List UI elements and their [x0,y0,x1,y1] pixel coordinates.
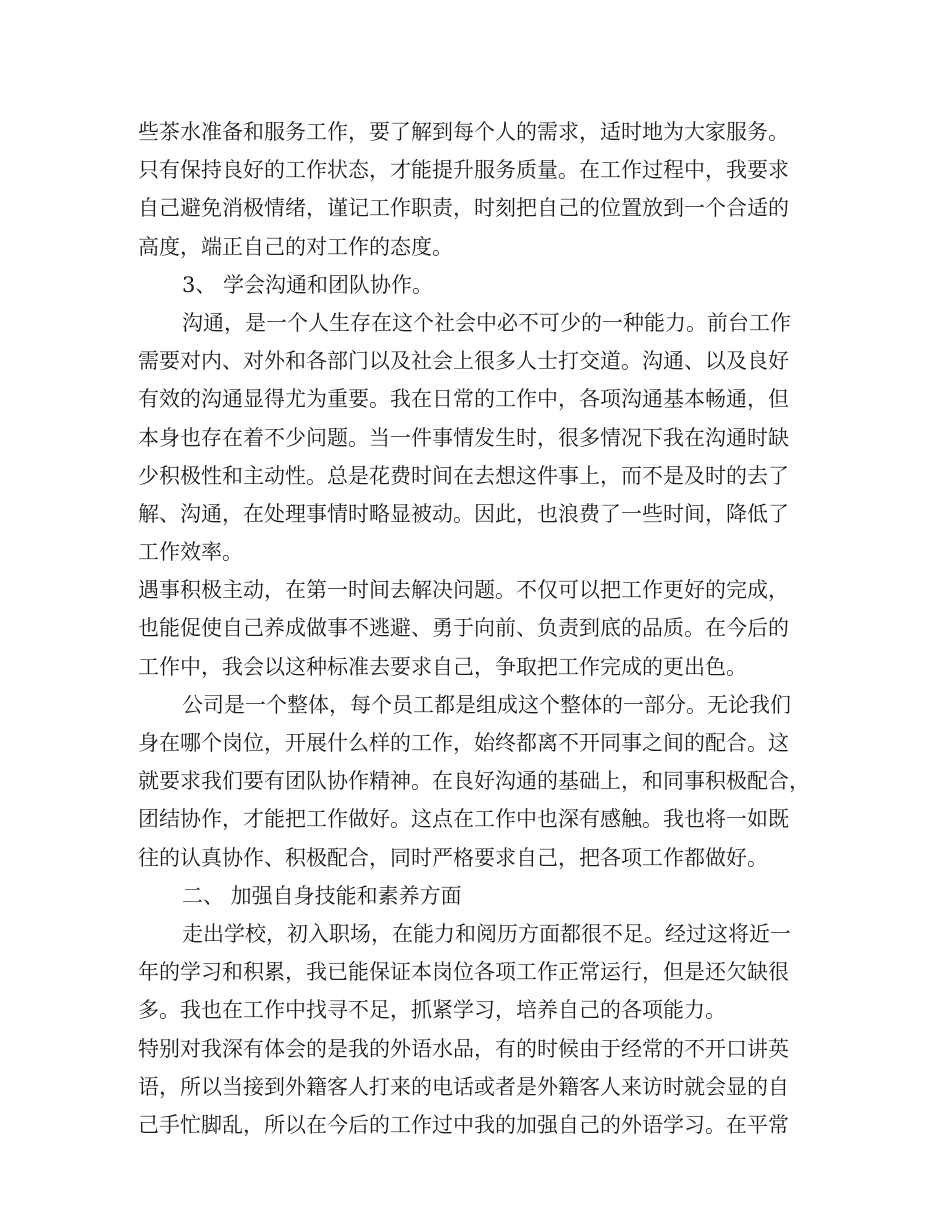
body-text [138,113,828,1144]
text-line: 沟通，是一个人生存在这个社会中必不可少的一种能力。前台工作 [182,310,791,335]
text-line: 工作效率。 [138,540,243,565]
text-line: 自己避免消极情绪，谨记工作职责，时刻把自己的位置放到一个合适的 [138,196,789,221]
text-line: 身在哪个岗位，开展什么样的工作，始终都离不开同事之间的配合。这 [138,731,789,755]
text-line: 走出学校，初入职场，在能力和阅历方面都很不足。经过这将近一 [182,921,791,946]
text-line: 解、沟通，在处理事情时略显被动。因此，也浪费了一些时间，降低了 [138,501,789,526]
text-line: 遇事积极主动，在第一时间去解决问题。不仅可以把工作更好的完成， [138,578,789,603]
text-line: 高度，端正自己的对工作的态度。 [138,234,453,259]
text-line: 多。我也在工作中找寻不足，抓紧学习，培养自己的各项能力。 [138,998,726,1023]
text-line: 少积极性和主动性。总是花费时间在去想这件事上，而不是及时的去了 [138,463,789,488]
text-line: 公司是一个整体，每个员工都是组成这个整体的一部分。无论我们 [182,692,791,717]
section-heading: 3、 学会沟通和团队协作。 [182,272,434,297]
text-line: 就要求我们要有团队协作精神。在良好沟通的基础上，和同事积极配合， [138,769,810,794]
text-line: 需要对内、对外和各部门以及社会上很多人士打交道。沟通、以及良好 [138,349,789,374]
text-line: 往的认真协作、积极配合，同时严格要求自己，把各项工作都做好。 [138,845,768,870]
text-line: 年的学习和积累，我已能保证本岗位各项工作正常运行，但是还欠缺很 [138,960,789,985]
text-line: 本身也存在着不少问题。当一件事情发生时，很多情况下我在沟通时缺 [138,425,789,450]
text-line: 语，所以当接到外籍客人打来的电话或者是外籍客人来访时就会显的自 [138,1074,789,1099]
text-line: 也能促使自己养成做事不逃避、勇于向前、负责到底的品质。在今后的 [138,616,789,641]
text-line: 只有保持良好的工作状态，才能提升服务质量。在工作过程中，我要求 [138,158,789,183]
text-line: 些茶水准备和服务工作，要了解到每个人的需求，适时地为大家服务。 [138,120,789,144]
text-line: 工作中，我会以这种标准去要求自己，争取把工作完成的更出色。 [138,654,747,679]
section-heading: 二、 加强自身技能和素养方面 [182,883,462,908]
text-line: 特别对我深有体会的是我的外语水品，有的时候由于经常的不开口讲英 [138,1036,789,1061]
text-line: 有效的沟通显得尤为重要。我在日常的工作中，各项沟通基本畅通，但 [138,387,789,412]
text-line: 己手忙脚乱，所以在今后的工作过中我的加强自己的外语学习。在平常 [138,1112,789,1137]
text-line: 团结协作，才能把工作做好。这点在工作中也深有感触。我也将一如既 [138,807,789,832]
